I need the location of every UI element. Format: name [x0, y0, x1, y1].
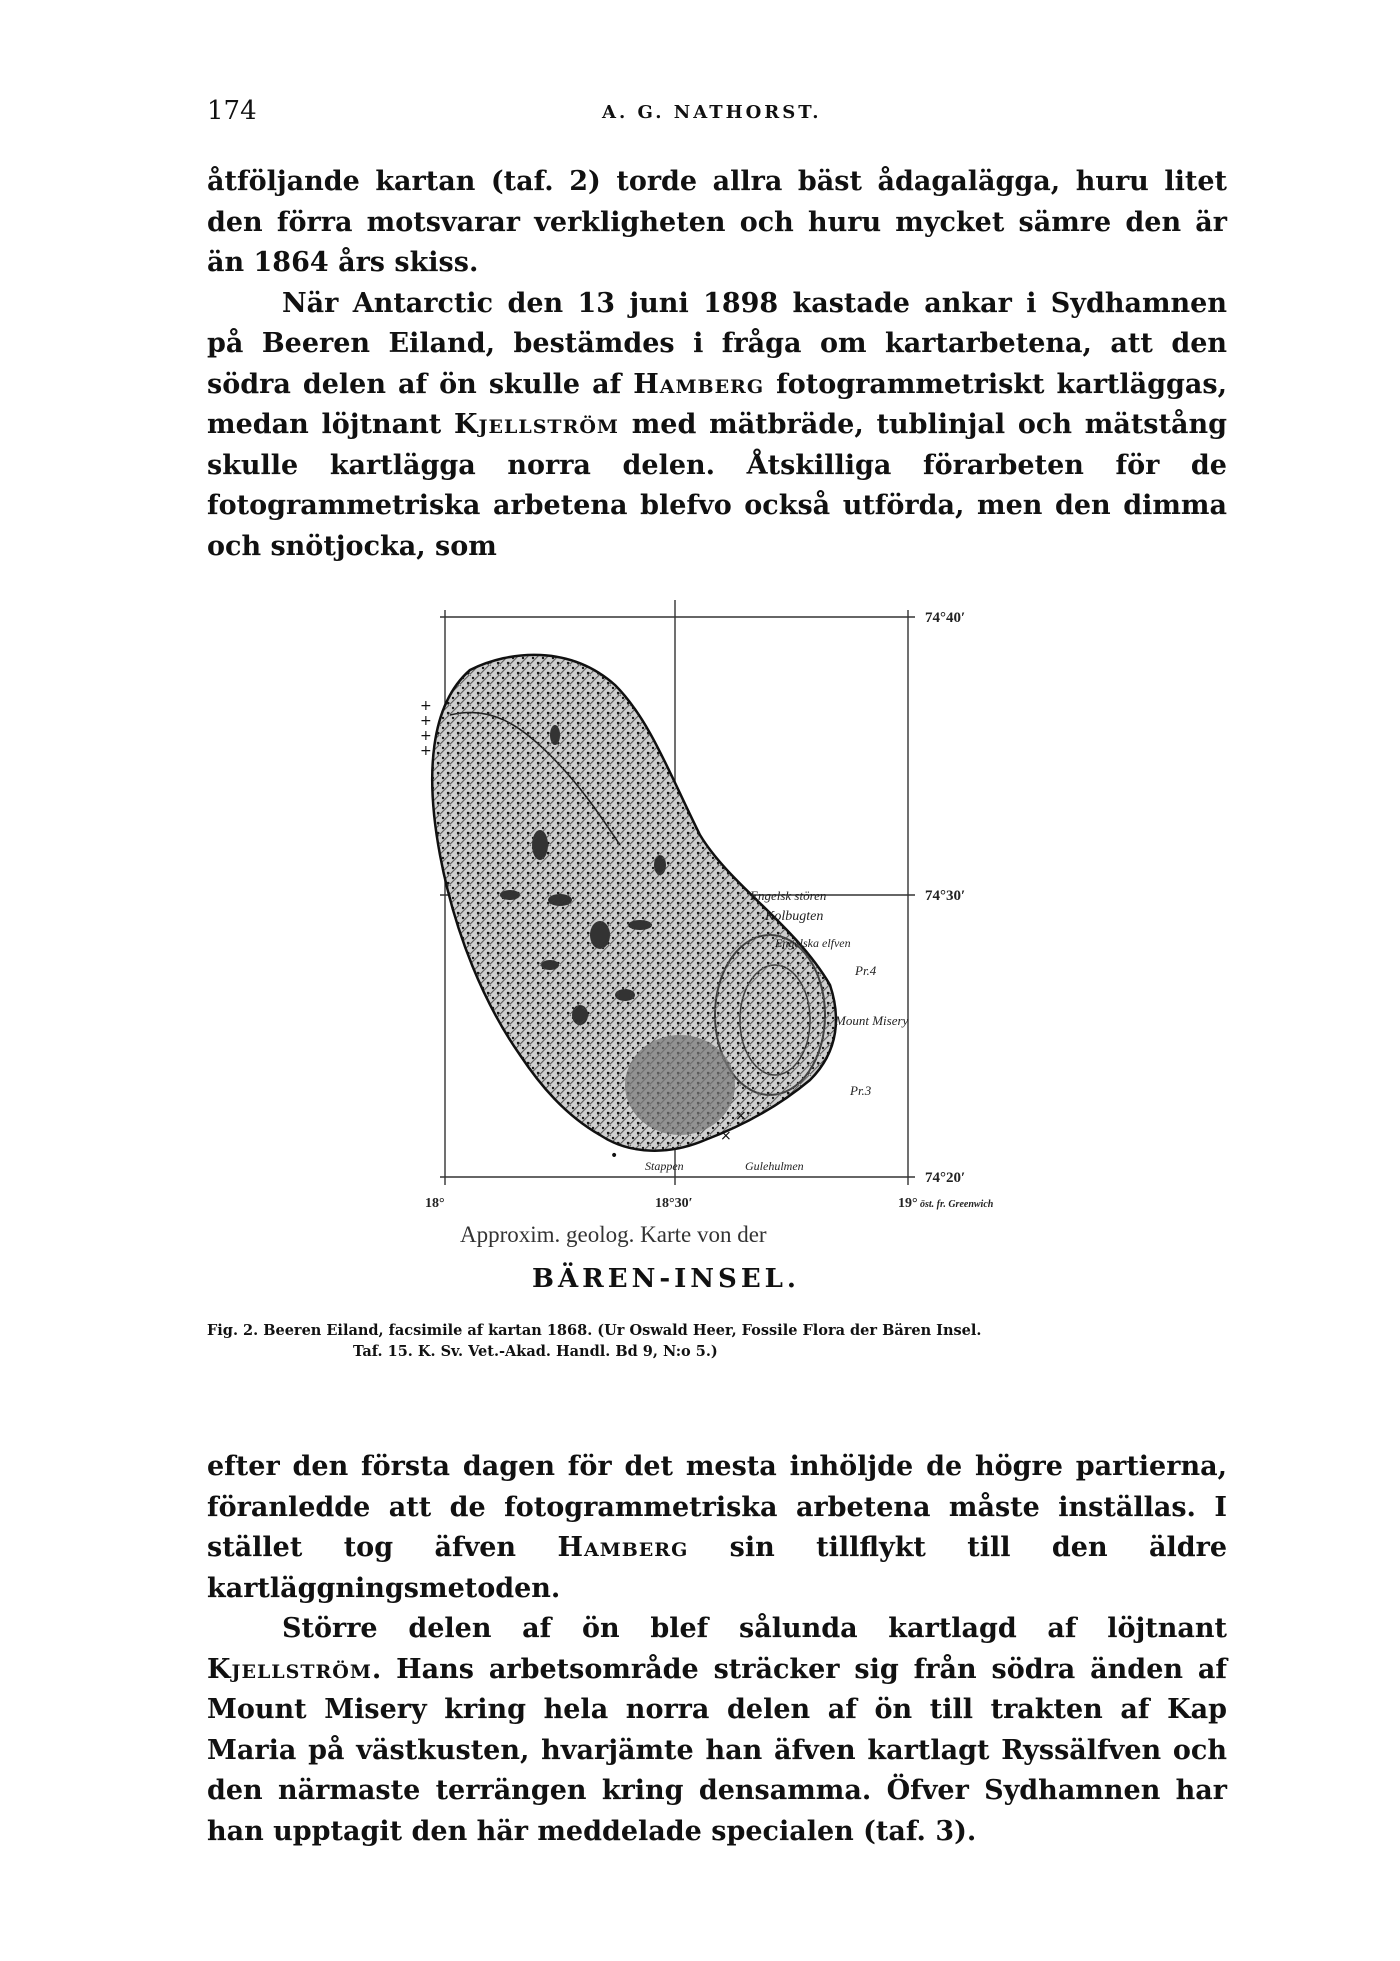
lat-bottom: 74°20′ [925, 1170, 966, 1186]
svg-text:+: + [420, 728, 432, 744]
lon-left: 18° [425, 1196, 445, 1211]
lon-mid: 18°30′ [655, 1196, 693, 1211]
map-title-island: BÄREN-INSEL. [532, 1264, 800, 1294]
svg-text:×: × [735, 1108, 747, 1124]
person-name: Kjellström [454, 409, 619, 440]
figure-caption-line: Taf. 15. K. Sv. Vet.-Akad. Handl. Bd 9, N:o 5.) [353, 1343, 718, 1360]
paragraph: efter den första dagen för det mesta inhöljde de högre partierna, föranledde att de fotogrammetriska arbetena måste inställas. I stället tog äfven Hamberg sin tillflykt till den äldre kartläggningsmetoden. [207, 1451, 1227, 1604]
person-name: Hamberg [557, 1532, 689, 1563]
lat-top: 74°40′ [925, 610, 966, 626]
lon-right: 19° [898, 1196, 918, 1211]
label-mount-misery: Mount Misery [835, 1013, 909, 1028]
body-text-top [207, 162, 1227, 567]
svg-text:•: • [610, 1148, 619, 1164]
lon-note: öst. fr. Greenwich [920, 1199, 994, 1210]
paragraph: När Antarctic den 13 juni 1898 kastade ankar i Sydhamnen på Beeren Eiland, bestämdes i fråga om kartarbetena, att den södra delen af ön skulle af Hamberg fotogrammetriskt kartläggas, medan löjtnant Kjellström med mätbräde, tublinjal och mätstång skulle kartlägga norra delen. Åtskilliga förarbeten för de fotogrammetriska arbetena blefvo också utförda, men den dimma och snötjocka, som [207, 287, 1228, 562]
svg-text:×: × [720, 1128, 732, 1144]
running-head: A. G. NATHORST. [602, 102, 822, 123]
map-title: Approxim. geolog. Karte von der [460, 1222, 767, 1247]
paragraph: Större delen af ön blef sålunda kartlagd af löjtnant Kjellström. Hans arbetsområde sträcker sig från södra änden af Mount Misery kring hela norra delen af ön till trakten af Kap Maria på västkusten, hvarjämte han äfven kartlagt Ryssälfven och den närmaste terrängen kring densamma. Öfver Sydhamnen har han upptagit den här meddelade specialen (taf. 3). [207, 1613, 1227, 1847]
label-engelska-storen: Engelsk stören [750, 888, 827, 903]
body-text-bottom [207, 1447, 1227, 1852]
label-stappen: Stappen [645, 1159, 684, 1173]
dark-highland [625, 1035, 735, 1135]
figure-caption-line: Fig. 2. Beeren Eiland, facsimile af kartan 1868. (Ur Oswald Heer, Fossile Flora der Bären Insel. [207, 1322, 982, 1339]
figure-caption [207, 1320, 1227, 1362]
svg-text:+: + [420, 743, 432, 759]
paragraph: åtföljande kartan (taf. 2) torde allra bäst ådagalägga, huru litet den förra motsvarar verkligheten och huru mycket sämre den är än 1864 års skiss. [207, 166, 1227, 278]
person-name: Kjellström [207, 1653, 372, 1685]
svg-text:+: + [420, 713, 432, 729]
page-number: 174 [207, 96, 257, 126]
svg-text:+: + [420, 698, 432, 714]
label-kolbugten: Kolbugten [765, 909, 824, 924]
label-pr4: Pr.4 [855, 963, 877, 978]
label-engelska-elfven: Engelska elfven [775, 936, 851, 950]
label-gulehulmen: Gulehulmen [745, 1159, 804, 1173]
lat-mid: 74°30′ [925, 888, 966, 904]
map-figure [400, 595, 1080, 1295]
page-header [207, 96, 1227, 136]
person-name: Hamberg [633, 368, 765, 400]
label-pr3: Pr.3 [850, 1083, 872, 1098]
